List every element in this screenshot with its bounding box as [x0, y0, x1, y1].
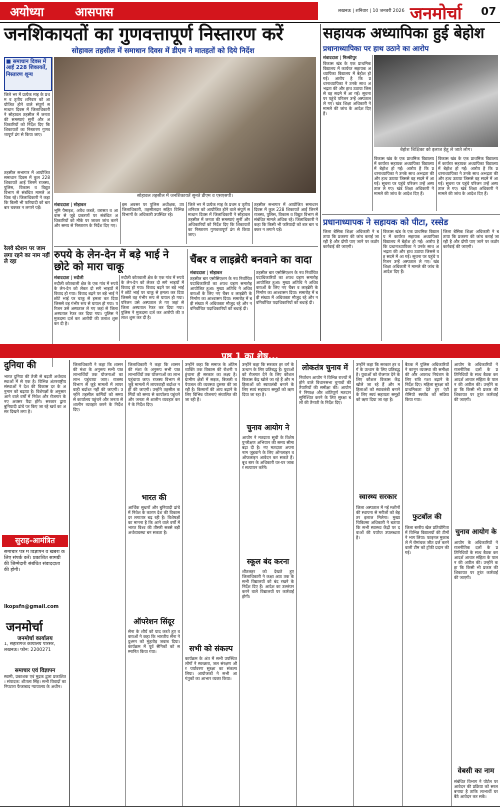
classified-heading: सुराह-आमंत्रित	[15, 536, 55, 545]
story3-headline: चैंबर व लाइब्रेरी बनवाने का वादा	[190, 254, 312, 266]
mid-col2-heading2: ऑपरेशन सिंदूर	[133, 617, 175, 626]
classified-paper-logo: जनमोर्चा	[6, 620, 43, 634]
section-left-label: अयोध्या	[10, 5, 44, 19]
lead-photo-caption: सोहावल तहसील में जनशिकायतें सुनते डीएम व एसएसपी।	[137, 194, 233, 199]
story4-col3-text: विकास खंड के एक प्राथमिक विद्यालय में कार्यरत सहायक अध्यापिका विद्यालय में बेहोश हो गईं। आरोप है कि प्रधानाध्यापिका ने उनके साथ अभद्रता की और हाथ उठाया जिससे वह सदमे में आ गईं। सूचना पर पहुंचे परिजन उन्हें अस्पताल ले गए। खंड शिक्षा अधिकारी ने मामले की जांच के आदेश दिए हैं।	[438, 156, 498, 196]
lead-subheadline: सोहावल तहसील में समाधान दिवस में डीएम ने मातहतों को दिये निर्देश	[71, 46, 255, 55]
classified-imprint: स्वामी, प्रकाशक एवं मुद्रक द्वारा प्रकाशित। संपादक: शीतला सिंह। सभी विवादों का निपटारा फैजाबाद न्यायालय के अधीन।	[4, 674, 66, 689]
masthead-rule	[0, 22, 500, 23]
story4-subheadline: प्रधानाध्यापिका पर हाथ उठाने का आरोप	[323, 44, 429, 53]
story2-body-col2: रुदौली कोतवाली क्षेत्र के एक गांव में रुपये के लेन-देन को लेकर दो सगे भाइयों में विवाद हो गया। विवाद बढ़ने पर बड़े भाई ने छोटे भाई पर चाकू से हमला कर दिया जिससे वह गंभीर रूप से घायल हो गया। परिजन उसे अस्पताल ले गए जहां से जिला अस्पताल रेफर कर दिया गया। पुलिस ने मुकदमा दर्ज कर आरोपी की तलाश शुरू कर दी है।	[121, 275, 184, 320]
mid-col8-heading: चुनाव आयोग के	[455, 528, 497, 536]
story4-sidebar-col3: जिला बेसिक शिक्षा अधिकारी ने बताया कि प्रकरण की जांच कराई जा रही है और दोषी पाए जाने पर कठोर कार्रवाई की जाएगी।	[443, 229, 499, 249]
mid-col4-text: उन्होंने कहा कि सरकार हर वर्ग के उत्थान के लिए प्रतिबद्ध है। युवाओं को रोजगार देने के लिए कौशल विकास केंद्र खोले जा रहे हैं और महिलाओं को स्वावलंबी बनाने के लिए स्वयं सहायता समूहों को ऋण दिया जा रहा है।	[242, 362, 294, 397]
mid-col3-heading: सभी को संकल्प	[189, 644, 233, 653]
story4-photo-caption: बेहोश शिक्षिका को इलाज हेतु ले जाते लोग।	[400, 148, 472, 153]
story3-body-col2: तहसील बार एसोसिएशन के नव निर्वाचित पदाधिकारियों का शपथ ग्रहण समारोह आयोजित हुआ। मुख्य अतिथि ने अधिवक्ताओं के लिए नए चैंबर व लाइब्रेरी के निर्माण का आश्वासन दिया। समारोह में बड़ी संख्या में अधिवक्ता मौजूद रहे और नवनिर्वाचित पदाधिकारियों को बधाई दी।	[256, 270, 318, 305]
lead-byline: संवाददाता | सोहावल	[54, 202, 87, 207]
story2-body-col1: रुदौली कोतवाली क्षेत्र के एक गांव में रुपये के लेन-देन को लेकर दो सगे भाइयों में विवाद हो गया। विवाद बढ़ने पर बड़े भाई ने छोटे भाई पर चाकू से हमला कर दिया जिससे वह गंभीर रूप से घायल हो गया। परिजन उसे अस्पताल ले गए जहां से जिला अस्पताल रेफर कर दिया गया। पुलिस ने मुकदमा दर्ज कर आरोपी की तलाश शुरू कर दी है।	[54, 281, 118, 326]
story4-byline: संवाददाता | मिल्कीपुर	[323, 55, 357, 60]
lead-col4-text: जिले भर में प्रत्येक माह के प्रथम व तृतीय शनिवार को आयोजित होने वाले संपूर्ण समाधान दिवस में जिलाधिकारी ने सोहावल तहसील में जनता की समस्याएं सुनीं और अधिकारियों को निर्देश दिए कि शिकायतों का निस्तारण गुणवत्तापूर्ण ढंग से किया जाए।	[188, 202, 250, 237]
lead-col2-para1: भूमि पैमाइश, अवैध कब्जे, वरासत व आवास से जुड़े प्रकरणों पर संबंधित अधिकारियों को मौके पर जाकर जांच करने और समय से निस्तारण के निर्देश दिए गए।	[54, 208, 118, 228]
story2-byline: संवाददाता | रुदौली	[54, 275, 84, 280]
section-right-label: आसपास	[75, 5, 114, 19]
mid-col6-body2: जिला अस्पताल में नई मशीनों की स्थापना से मरीजों को बेहतर इलाज मिलेगा। मुख्य चिकित्सा अधिकारी ने बताया कि सभी स्वास्थ्य केंद्रों पर दवाओं की पर्याप्त उपलब्धता है।	[356, 505, 400, 540]
mid-col3-body2: कार्यक्रम के अंत में सभी उपस्थित लोगों ने स्वच्छता, जल संरक्षण और पर्यावरण सुरक्षा का संकल्प लिया। आयोजकों ने सभी आगंतुकों का आभार व्यक्त किया।	[185, 656, 237, 681]
mid-col6-text: उन्होंने कहा कि सरकार हर वर्ग के उत्थान के लिए प्रतिबद्ध है। युवाओं को रोजगार देने के लिए कौशल विकास केंद्र खोले जा रहे हैं और महिलाओं को स्वावलंबी बनाने के लिए स्वयं सहायता समूहों को ऋण दिया जा रहा है।	[356, 362, 400, 402]
paper-name-logo: जनमोर्चा	[410, 4, 462, 24]
lead-col1-para1: जिले भर में प्रत्येक माह के प्रथम व तृतीय शनिवार को आयोजित होने वाले संपूर्ण समाधान दिवस में जिलाधिकारी ने सोहावल तहसील में जनता की समस्याएं सुनीं और अधिकारियों को निर्देश दिए कि शिकायतों का निस्तारण गुणवत्तापूर्ण ढंग से किया जाए।	[4, 92, 50, 137]
lead-col1-para2: तहसील सभागार में आयोजित समाधान दिवस में कुल 228 शिकायतें आईं जिनमें राजस्व, पुलिस, विकास व विद्युत विभाग से संबंधित मामले अधिक रहे। जिलाधिकारी ने कहा कि किसी भी फरियादी को बार बार चक्कर न लगाने पड़ें।	[4, 170, 50, 210]
world-heading: दुनिया की	[4, 361, 37, 371]
lead-col5-text: तहसील सभागार में आयोजित समाधान दिवस में कुल 228 शिकायतें आईं जिनमें राजस्व, पुलिस, विकास व विद्युत विभाग से संबंधित मामले अधिक रहे। जिलाधिकारी ने कहा कि किसी भी फरियादी को बार बार चक्कर न लगाने पड़ें।	[254, 202, 318, 232]
mid-col2-body: आर्थिक सुधारों और बुनियादी ढांचे में निवेश के कारण देश की विकास दर लगातार बढ़ रही है। विशेषज्ञों का मानना है कि आने वाले वर्षों में भारत विश्व की तीसरी सबसे बड़ी अर्थव्यवस्था बन सकता है।	[128, 505, 180, 535]
story3-byline: संवाददाता | सोहावल	[190, 270, 223, 275]
story4-col1-text: विकास खंड के एक प्राथमिक विद्यालय में कार्यरत सहायक अध्यापिका विद्यालय में बेहोश हो गईं। आरोप है कि प्रधानाध्यापिका ने उनके साथ अभद्रता की और हाथ उठाया जिससे वह सदमे में आ गईं। सूचना पर पहुंचे परिजन उन्हें अस्पताल ले गए। खंड शिक्षा अधिकारी ने मामले की जांच के आदेश दिए हैं।	[323, 61, 371, 116]
mid-col7-heading: फुटबॉल की	[412, 513, 442, 521]
mid-col4-body2: शीतलहर को देखते हुए जिलाधिकारी ने कक्षा आठ तक के सभी विद्यालयों को बंद रखने के निर्देश दिए हैं। आदेश का उल्लंघन करने वाले विद्यालयों पर कार्रवाई होगी।	[242, 569, 294, 599]
story2-headline: रुपये के लेन-देन में बड़े भाई ने छोटे को मारा चाकू	[54, 249, 169, 273]
classified-office-heading: जनमोर्चा कार्यालय	[17, 636, 53, 642]
page-number: 07	[481, 5, 497, 18]
lead-photo	[54, 57, 316, 193]
mid-col8-heading2: वेबसी का नाम	[457, 767, 495, 775]
masthead-section-bar	[0, 2, 318, 20]
mid-col5-body: निर्वाचन आयोग ने विभिन्न राज्यों में होने वाले विधानसभा चुनावों की तैयारियों की समीक्षा की। आयोग ने निष्पक्ष और शांतिपूर्ण मतदान सुनिश्चित करने के लिए सुरक्षा बलों की तैनाती के निर्देश दिए।	[299, 375, 351, 405]
classified-body: समाचार पत्र में विज्ञापन व खबरों के लिए संपर्क करें। प्रकाशित सामग्री की जिम्मेदारी संबंधित संवाददाता की होगी।	[4, 550, 65, 573]
highlight-box	[4, 57, 52, 91]
mid-col4-body: आयोग ने मतदाता सूची के विशेष पुनरीक्षण अभियान की समय सीमा बढ़ा दी है। नए मतदाता अपना नाम जुड़वाने के लिए ऑनलाइन व ऑफलाइन आवेदन कर सकते हैं। बूथ स्तर के अधिकारी घर-घर जाकर सत्यापन करेंगे।	[242, 435, 294, 470]
story4-photo	[374, 55, 498, 147]
classified-email[interactable]: lkopsfn@gmail.com	[4, 604, 59, 610]
classified-tagline: समाचार एवं विज्ञापन	[14, 668, 56, 674]
lead-headline: जनशिकायतों का गुणवत्तापूर्ण निस्तारण करें	[4, 24, 284, 45]
story4-sidebar-headline: प्रधानाध्यापक ने सहायक को पीटा, रस्सेड	[323, 217, 449, 227]
continuation-banner	[0, 344, 500, 362]
world-body: भारत दुनिया की तेजी से बढ़ती अर्थव्यवस्थाओं में से एक है। विभिन्न अंतरराष्ट्रीय संस्थाओं ने देश की विकास दर के अनुमान को बढ़ाया है। विशेषज्ञों के अनुसार आने वाले वर्षों में निवेश और रोजगार के नए अवसर पैदा होंगे। सरकार द्वारा बुनियादी ढांचे पर किए जा रहे खर्च का असर दिखने लगा है।	[4, 374, 66, 414]
story4-col2-text: विकास खंड के एक प्राथमिक विद्यालय में कार्यरत सहायक अध्यापिका विद्यालय में बेहोश हो गईं। आरोप है कि प्रधानाध्यापिका ने उनके साथ अभद्रता की और हाथ उठाया जिससे वह सदमे में आ गईं। सूचना पर पहुंचे परिजन उन्हें अस्पताल ले गए। खंड शिक्षा अधिकारी ने मामले की जांच के आदेश दिए हैं।	[374, 156, 434, 196]
classified-office-body: 1, सहारागंज कार्यालय परिसर, लखनऊ। फोन: 2200271	[4, 642, 56, 653]
mid-col4-heading2: स्कूल बंद करना	[246, 557, 290, 566]
mid-col6-heading: स्वास्थ्य सरकार	[359, 493, 397, 501]
mid-col7-body2: जिला स्तरीय खेल प्रतियोगिता में विभिन्न विद्यालयों की टीमों ने भाग लिया। फाइनल मुकाबले में रोमांचक जीत दर्ज करने वाली टीम को ट्रॉफी प्रदान की गई।	[405, 525, 449, 555]
mid-col2-heading: भारत की	[141, 493, 167, 502]
classified-heading-bar	[2, 535, 68, 547]
mid-col2-body2: सेना के शौर्य को याद करते हुए वक्ताओं ने कहा कि भारतीय सेना ने दुश्मन को मुंहतोड़ जवाब दिया। कार्यक्रम में पूर्व सैनिकों को सम्मानित किया गया।	[128, 629, 180, 654]
mid-col8-body2: संबंधित विभाग ने पोर्टल पर आवेदन की प्रक्रिया को सरल बनाया है ताकि लाभार्थी घर बैठे आवेदन कर सकें।	[454, 779, 498, 799]
mid-col7-text: बैठक में पुलिस अधिकारियों ने कानून व्यवस्था की समीक्षा की और अपराध नियंत्रण के लिए रात्रि गश्त बढ़ाने के निर्देश दिए। महिला सुरक्षा को प्राथमिकता देते हुए एंटी रोमियो स्क्वॉड को सक्रिय किया गया।	[405, 362, 449, 402]
mid-col5-heading: लोकतंत्र चुनाव में	[302, 363, 348, 372]
story4-sidebar-col2: विकास खंड के एक प्राथमिक विद्यालय में कार्यरत सहायक अध्यापिका विद्यालय में बेहोश हो गईं। आरोप है कि प्रधानाध्यापिका ने उनके साथ अभद्रता की और हाथ उठाया जिससे वह सदमे में आ गईं। सूचना पर पहुंचे परिजन उन्हें अस्पताल ले गए। खंड शिक्षा अधिकारी ने मामले की जांच के आदेश दिए हैं।	[383, 229, 439, 274]
railway-sidebar-headline: रेलवे स्टेशन पर जाम लगा रहने का नाम नहीं ले रहा	[4, 246, 50, 266]
mid-col3-text: उन्होंने कहा कि समाज के अंतिम व्यक्ति तक विकास की रोशनी पहुंचाना ही सरकार का लक्ष्य है। ग्रामीण क्षेत्रों में सड़क, बिजली व पेयजल की व्यवस्था दुरुस्त की जा रही है। किसानों की आय बढ़ाने के लिए विभिन्न योजनाएं संचालित की जा रही हैं।	[185, 362, 237, 402]
story3-body-col1: तहसील बार एसोसिएशन के नव निर्वाचित पदाधिकारियों का शपथ ग्रहण समारोह आयोजित हुआ। मुख्य अतिथि ने अधिवक्ताओं के लिए नए चैंबर व लाइब्रेरी के निर्माण का आश्वासन दिया। समारोह में बड़ी संख्या में अधिवक्ता मौजूद रहे और नवनिर्वाचित पदाधिकारियों को बधाई दी।	[190, 276, 252, 311]
mid-col8-body: आयोग के अधिकारियों ने राजनीतिक दलों के प्रतिनिधियों के साथ बैठक कर आदर्श आचार संहिता के पालन की अपील की। उन्होंने कहा कि किसी भी प्रकार की शिकायत पर तुरंत कार्रवाई की जाएगी।	[454, 540, 498, 580]
mid-col2-text: जिलाधिकारी ने कहा कि शासन की मंशा के अनुरूप सभी पात्र लाभार्थियों तक योजनाओं का लाभ पहुंचाया जाए। राजस्व विभाग से जुड़े मामलों में लापरवाही बर्दाश्त नहीं की जाएगी। उन्होंने तहसील कर्मियों को समय से कार्यालय पहुंचने और जनता से शालीन व्यवहार करने के निर्देश दिए।	[128, 362, 180, 407]
mid-col8-text: आयोग के अधिकारियों ने राजनीतिक दलों के प्रतिनिधियों के साथ बैठक कर आदर्श आचार संहिता के पालन की अपील की। उन्होंने कहा कि किसी भी प्रकार की शिकायत पर तुरंत कार्रवाई की जाएगी।	[454, 362, 498, 402]
lead-col3-text: इस अवसर पर पुलिस अधीक्षक, उपजिलाधिकारी, तहसीलदार सहित विभिन्न विभागों के अधिकारी उपस्थित रहे।	[122, 202, 184, 217]
edition-line: लखनऊ | शनिवार | 10 जनवरी 2026	[338, 9, 405, 14]
continuation-banner-text: पृष्ठ 1 का शेष...	[221, 352, 279, 362]
story4-sidebar-col1: जिला बेसिक शिक्षा अधिकारी ने बताया कि प्रकरण की जांच कराई जा रही है और दोषी पाए जाने पर कठोर कार्रवाई की जाएगी।	[323, 229, 379, 249]
story4-headline: सहायक अध्यापिका हुई बेहोश	[323, 24, 485, 42]
highlight-box-text: ■ समाधान दिवस में आईं 228 शिकायतें, निस्तारण शून्य	[6, 59, 48, 78]
mid-col4-heading: चुनाव आयोग ने	[246, 423, 290, 432]
mid-col1-text: जिलाधिकारी ने कहा कि शासन की मंशा के अनुरूप सभी पात्र लाभार्थियों तक योजनाओं का लाभ पहुंचाया जाए। राजस्व विभाग से जुड़े मामलों में लापरवाही बर्दाश्त नहीं की जाएगी। उन्होंने तहसील कर्मियों को समय से कार्यालय पहुंचने और जनता से शालीन व्यवहार करने के निर्देश दिए।	[73, 362, 123, 412]
